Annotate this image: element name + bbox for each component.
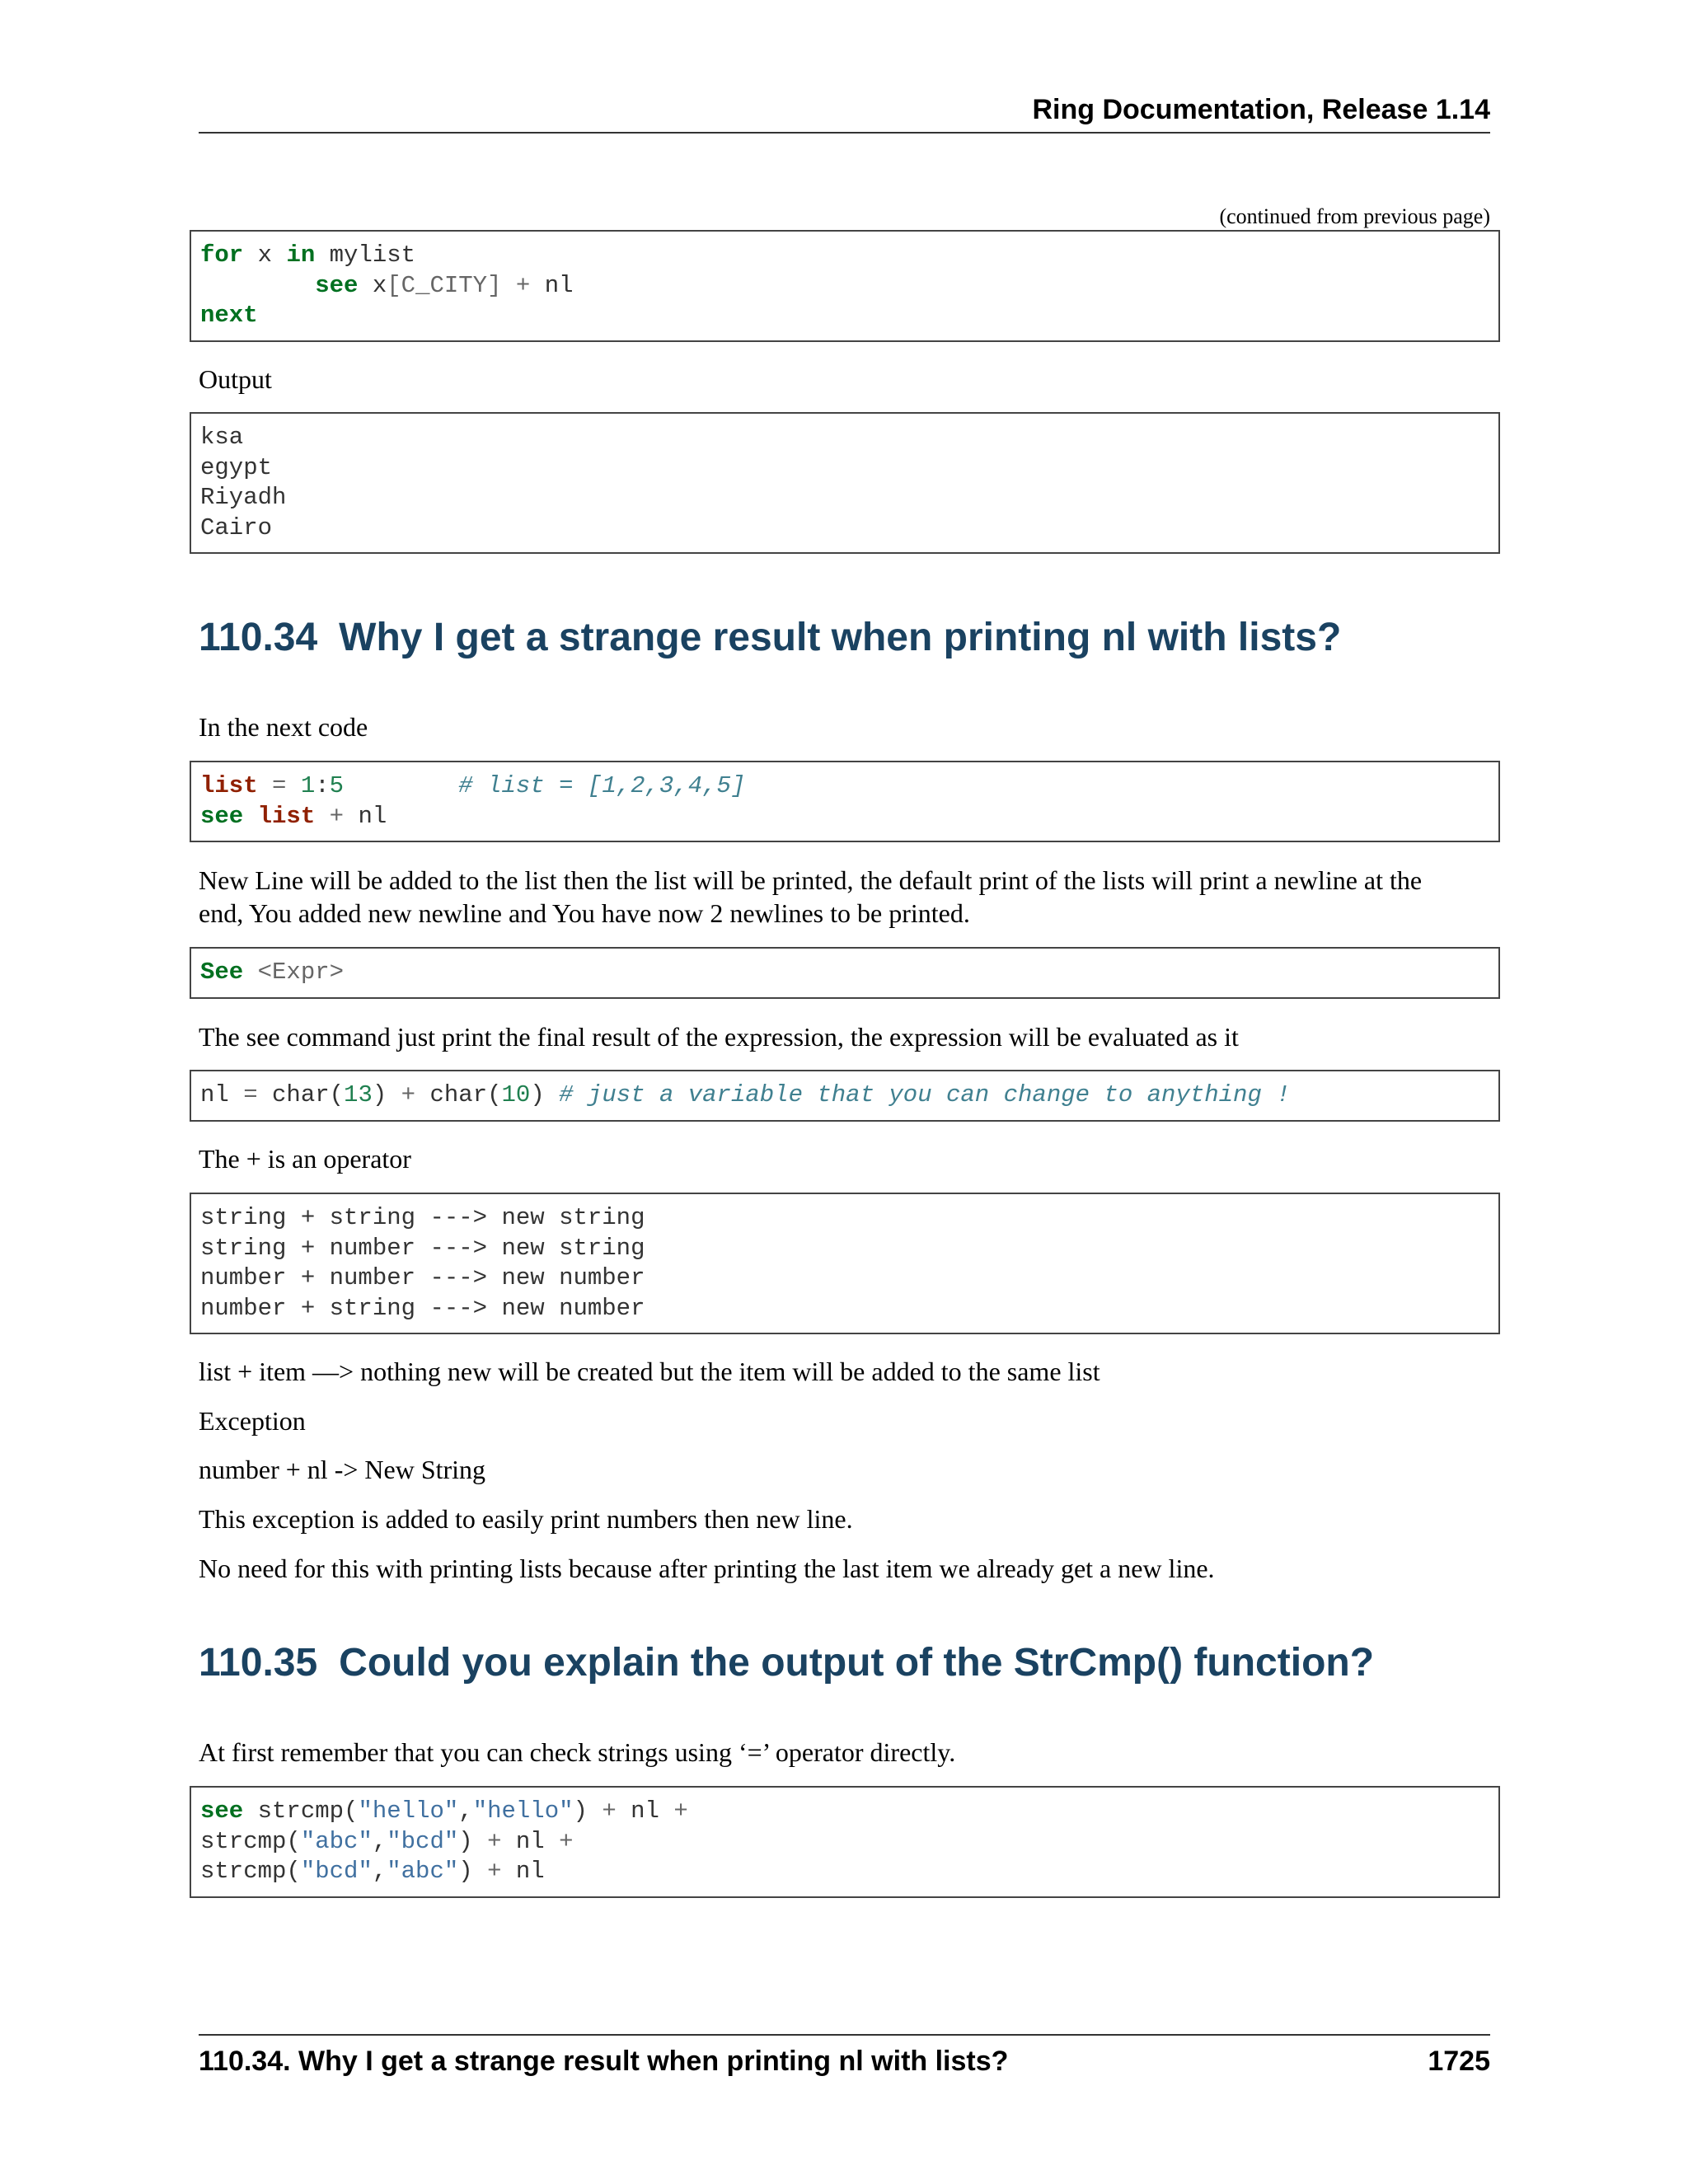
code-block-see-expr <box>190 947 1500 999</box>
code-token: x <box>243 241 287 269</box>
code-token: [C_CITY] <box>387 271 502 299</box>
code-token: strcmp( <box>243 1797 359 1825</box>
code-token: x <box>358 271 387 299</box>
code-token: see <box>315 271 359 299</box>
code-token: ) <box>530 1081 545 1108</box>
code-token: <Expr> <box>243 958 345 986</box>
code-token: + <box>501 271 545 299</box>
section-title: Could you explain the output of the StrCmp() function? <box>339 1641 1375 1685</box>
output-label: Output <box>199 364 272 394</box>
code-string: "bcd" <box>387 1827 459 1855</box>
code-token: = <box>257 772 301 799</box>
code-token: ) <box>372 1081 387 1108</box>
paragraph: The see command just print the final result of the expression, the expression will be evaluated as it <box>199 1022 1239 1052</box>
code-string: "hello" <box>358 1797 459 1825</box>
code-comment: # just a variable that you can change to anything ! <box>559 1081 1291 1108</box>
code-string: "abc" <box>387 1858 459 1885</box>
code-block-list-range <box>190 761 1500 842</box>
paragraph: list + item —> nothing new will be created but the item will be added to the same list <box>199 1357 1100 1386</box>
code-token: for <box>200 241 244 269</box>
code-string: "abc" <box>300 1827 373 1855</box>
code-token: char( <box>429 1081 502 1108</box>
section-heading-110-34 <box>199 615 1341 660</box>
code-token: , <box>372 1827 387 1855</box>
section-title: Why I get a strange result when printing nl with lists? <box>339 616 1342 659</box>
code-token: char( <box>272 1081 345 1108</box>
paragraph: At first remember that you can check strings using ‘=’ operator directly. <box>199 1737 956 1767</box>
paragraph: This exception is added to easily print numbers then new line. <box>199 1504 853 1534</box>
code-token: nl <box>200 1081 229 1108</box>
code-token: See <box>200 958 244 986</box>
code-token <box>243 803 257 830</box>
code-token: in <box>286 241 316 269</box>
code-token: nl <box>358 802 387 830</box>
paragraph: end, You added new newline and You have now 2 newlines to be printed. <box>199 898 970 928</box>
code-token: next <box>200 302 258 329</box>
code-token: + <box>587 1797 631 1825</box>
code-token: = <box>228 1081 273 1108</box>
code-token: + <box>659 1797 688 1825</box>
code-block-for-loop <box>190 230 1500 342</box>
paragraph: In the next code <box>199 712 368 742</box>
code-token: nl <box>515 1858 545 1885</box>
code-token: strcmp( <box>200 1827 301 1855</box>
code-string: "bcd" <box>300 1858 373 1885</box>
output-block: ksa egypt Riyadh Cairo <box>190 412 1500 554</box>
code-token: list <box>200 772 258 799</box>
code-token: see <box>200 1797 244 1825</box>
code-token: strcmp( <box>200 1858 301 1885</box>
paragraph: Exception <box>199 1406 306 1436</box>
code-token: 5 <box>329 772 345 799</box>
code-token: : <box>315 772 330 799</box>
code-token: + <box>315 802 359 830</box>
code-block-operator-table: string + string ---> new string string + number ---> new string number + number ---> new number number + string ---> new number <box>190 1193 1500 1334</box>
code-token: mylist <box>315 241 416 269</box>
page-number: 1725 <box>1428 2046 1490 2077</box>
code-block-strcmp <box>190 1786 1500 1898</box>
code-token: + <box>544 1827 574 1855</box>
code-token <box>545 1081 559 1108</box>
code-string: "hello" <box>472 1797 574 1825</box>
code-token: list <box>257 802 316 830</box>
code-token: ) <box>573 1797 588 1825</box>
code-token <box>200 272 315 299</box>
code-token: nl <box>544 271 574 299</box>
code-token: , <box>372 1858 387 1885</box>
page-footer <box>199 2034 1490 2085</box>
page-header <box>199 89 1490 134</box>
continued-note: (continued from previous page) <box>1219 204 1490 228</box>
code-comment: # list = [1,2,3,4,5] <box>458 772 746 799</box>
code-token: 1 <box>300 772 316 799</box>
code-token: 13 <box>344 1081 373 1108</box>
code-token: nl <box>515 1827 545 1855</box>
code-token: 10 <box>501 1081 531 1108</box>
code-block-nl-definition <box>190 1070 1500 1122</box>
section-number: 110.34 <box>199 616 318 659</box>
code-token <box>344 772 458 799</box>
code-token: see <box>200 802 244 830</box>
section-number: 110.35 <box>199 1641 318 1685</box>
paragraph: number + nl -> New String <box>199 1455 486 1484</box>
section-heading-110-35 <box>199 1640 1374 1685</box>
header-title: Ring Documentation, Release 1.14 <box>1032 94 1490 125</box>
paragraph: No need for this with printing lists because after printing the last item we already get a new line. <box>199 1554 1215 1583</box>
code-token: ) <box>458 1827 473 1855</box>
code-token: nl <box>631 1797 659 1825</box>
code-token: + <box>472 1858 516 1885</box>
paragraph: The + is an operator <box>199 1144 411 1174</box>
code-token: ) <box>458 1858 473 1885</box>
code-token: , <box>458 1797 473 1825</box>
footer-section-title: 110.34. Why I get a strange result when printing nl with lists? <box>199 2046 1009 2077</box>
code-token: + <box>472 1827 516 1855</box>
code-token: + <box>387 1081 430 1108</box>
paragraph: New Line will be added to the list then the list will be printed, the default print of the lists will print a newline at the <box>199 865 1423 895</box>
